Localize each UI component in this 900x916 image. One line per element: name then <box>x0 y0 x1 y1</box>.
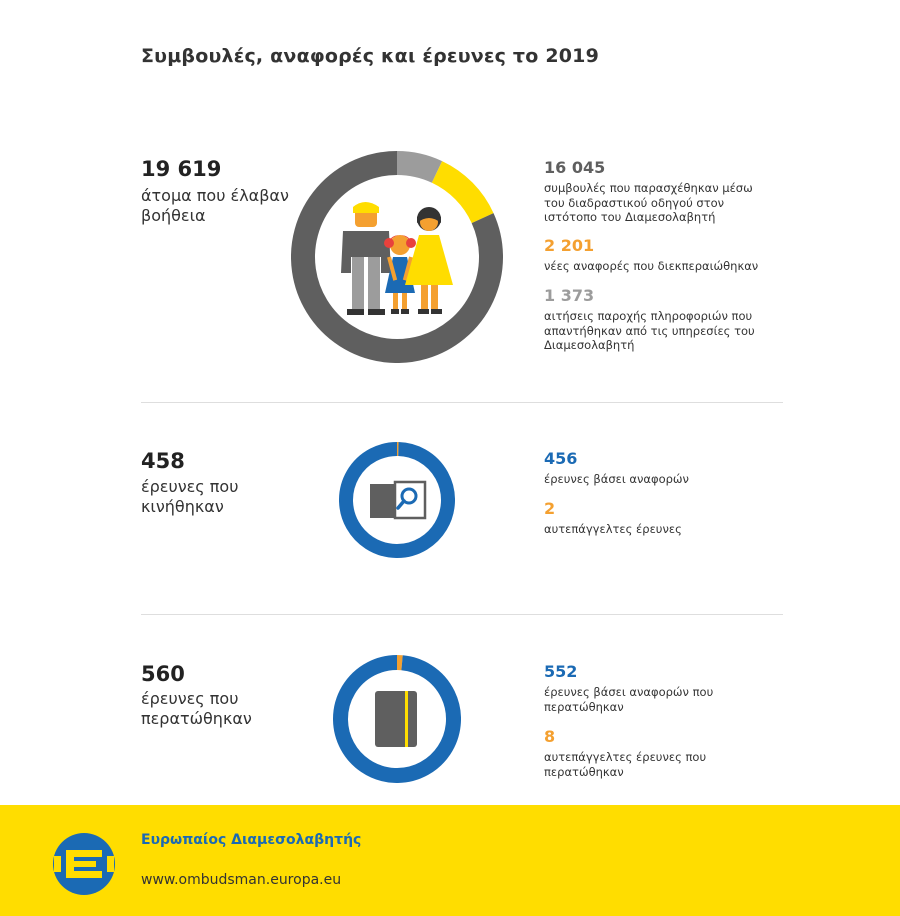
total-value: 560 <box>141 662 185 686</box>
page-title: Συμβουλές, αναφορές και έρευνες το 2019 <box>141 45 600 67</box>
stat-label: αυτεπάγγελτες έρευνες που περατώθηκαν <box>544 750 707 779</box>
stat-value: 2 201 <box>544 236 595 255</box>
divider <box>141 402 783 403</box>
stat-own-initiative <box>544 499 774 537</box>
divider <box>141 614 783 615</box>
stat-advice <box>544 158 774 225</box>
closed-folder-icon <box>375 691 417 747</box>
stat-closed-own-initiative <box>544 727 774 779</box>
donut-slice <box>397 163 437 172</box>
stat-value: 552 <box>544 662 578 681</box>
stat-closed-complaint-inquiries <box>544 662 774 714</box>
stat-value: 8 <box>544 727 556 746</box>
footer-organisation-name: Ευρωπαίος Διαμεσολαβητής <box>141 832 362 848</box>
total-label: άτομα που έλαβαν βοήθεια <box>141 186 289 225</box>
stat-complaints <box>544 236 774 274</box>
stat-value: 2 <box>544 499 556 518</box>
total-label: έρευνες που περατώθηκαν <box>141 689 252 728</box>
donut-slice <box>437 172 483 218</box>
stat-label: συμβουλές που παρασχέθηκαν μέσω του διαδραστικού οδηγού στον ιστότοπο του Διαμεσολαβητή <box>544 181 753 224</box>
total-value: 19 619 <box>141 157 222 181</box>
family-icon <box>341 202 453 315</box>
footer-website-link[interactable]: www.ombudsman.europa.eu <box>141 872 342 888</box>
donut-chart-people <box>291 151 503 363</box>
stat-label: αιτήσεις παροχής πληροφοριών που απαντήθηκαν από τις υπηρεσίες του Διαμεσολαβητή <box>544 309 755 352</box>
stat-label: έρευνες βάσει αναφορών <box>544 472 689 486</box>
stat-value: 16 045 <box>544 158 606 177</box>
stat-complaint-inquiries <box>544 449 774 487</box>
stat-info-requests <box>544 286 774 353</box>
stat-value: 456 <box>544 449 578 468</box>
stat-label: αυτεπάγγελτες έρευνες <box>544 522 682 536</box>
total-value: 458 <box>141 449 185 473</box>
stat-value: 1 373 <box>544 286 595 305</box>
stat-label: νέες αναφορές που διεκπεραιώθηκαν <box>544 259 759 273</box>
donut-chart-inquiries-closed <box>333 655 461 783</box>
folder-search-icon <box>370 482 425 518</box>
ombudsman-logo-icon <box>52 832 116 896</box>
total-label: έρευνες που κινήθηκαν <box>141 477 239 516</box>
footer <box>0 805 900 916</box>
donut-chart-inquiries-opened <box>339 442 455 558</box>
stat-label: έρευνες βάσει αναφορών που περατώθηκαν <box>544 685 714 714</box>
